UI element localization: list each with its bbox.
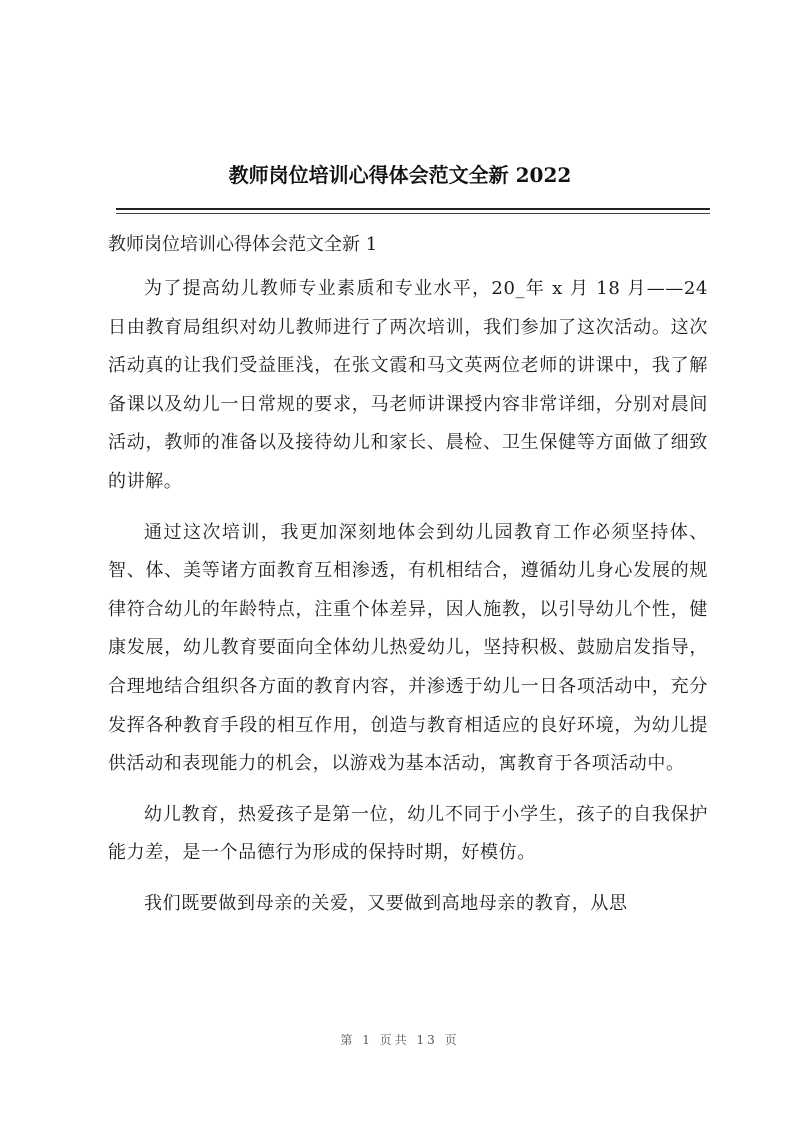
paragraph-2: 通过这次培训，我更加深刻地体会到幼儿园教育工作必须坚持体、智、体、美等诸方面教育互相渗透，有机相结合，遵循幼儿身心发展的规律符合幼儿的年龄特点，注重个体差异，因人施教，以引导幼儿个性，健康发展，幼儿教育要面向全体幼儿热爱幼儿，坚持积极、鼓励启发指导，合理地结合组织各方面的教育内容，并渗透于幼儿一日各项活动中，充分发挥各种教育手段的相互作用，创造与教育相适应的良好环境，为幼儿提供活动和表现能力的机会，以游戏为基本活动，寓教育于各项活动中。 [108, 521, 708, 775]
document-title: 教师岗位培训心得体会范文全新 2022 [228, 163, 572, 187]
title-divider-thin [116, 213, 710, 214]
section-heading: 教师岗位培训心得体会范文全新 1 [108, 234, 378, 255]
paragraph-3: 幼儿教育，热爱孩子是第一位，幼儿不同于小学生，孩子的自我保护能力差，是一个品德行为形成的保持时期，好模仿。 [108, 803, 708, 864]
page-number-footer: 第 1 页共 13 页 [340, 1033, 460, 1047]
paragraph-4: 我们既要做到母亲的关爱，又要做到高地母亲的教育，从思 [144, 892, 628, 914]
document-body [108, 270, 708, 936]
title-divider [116, 208, 710, 210]
paragraph-1: 为了提高幼儿教师专业素质和专业水平，20_年 x 月 18 月——24 日由教育局组织对幼儿教师进行了两次培训，我们参加了这次活动。这次活动真的让我们受益匪浅，在张文霞和马文英两位老师的讲课中，我了解备课以及幼儿一日常规的要求，马老师讲课授内容非常详细，分别对晨间活动，教师的准备以及接待幼儿和家长、晨检、卫生保健等方面做了细致的讲解。 [108, 278, 708, 492]
